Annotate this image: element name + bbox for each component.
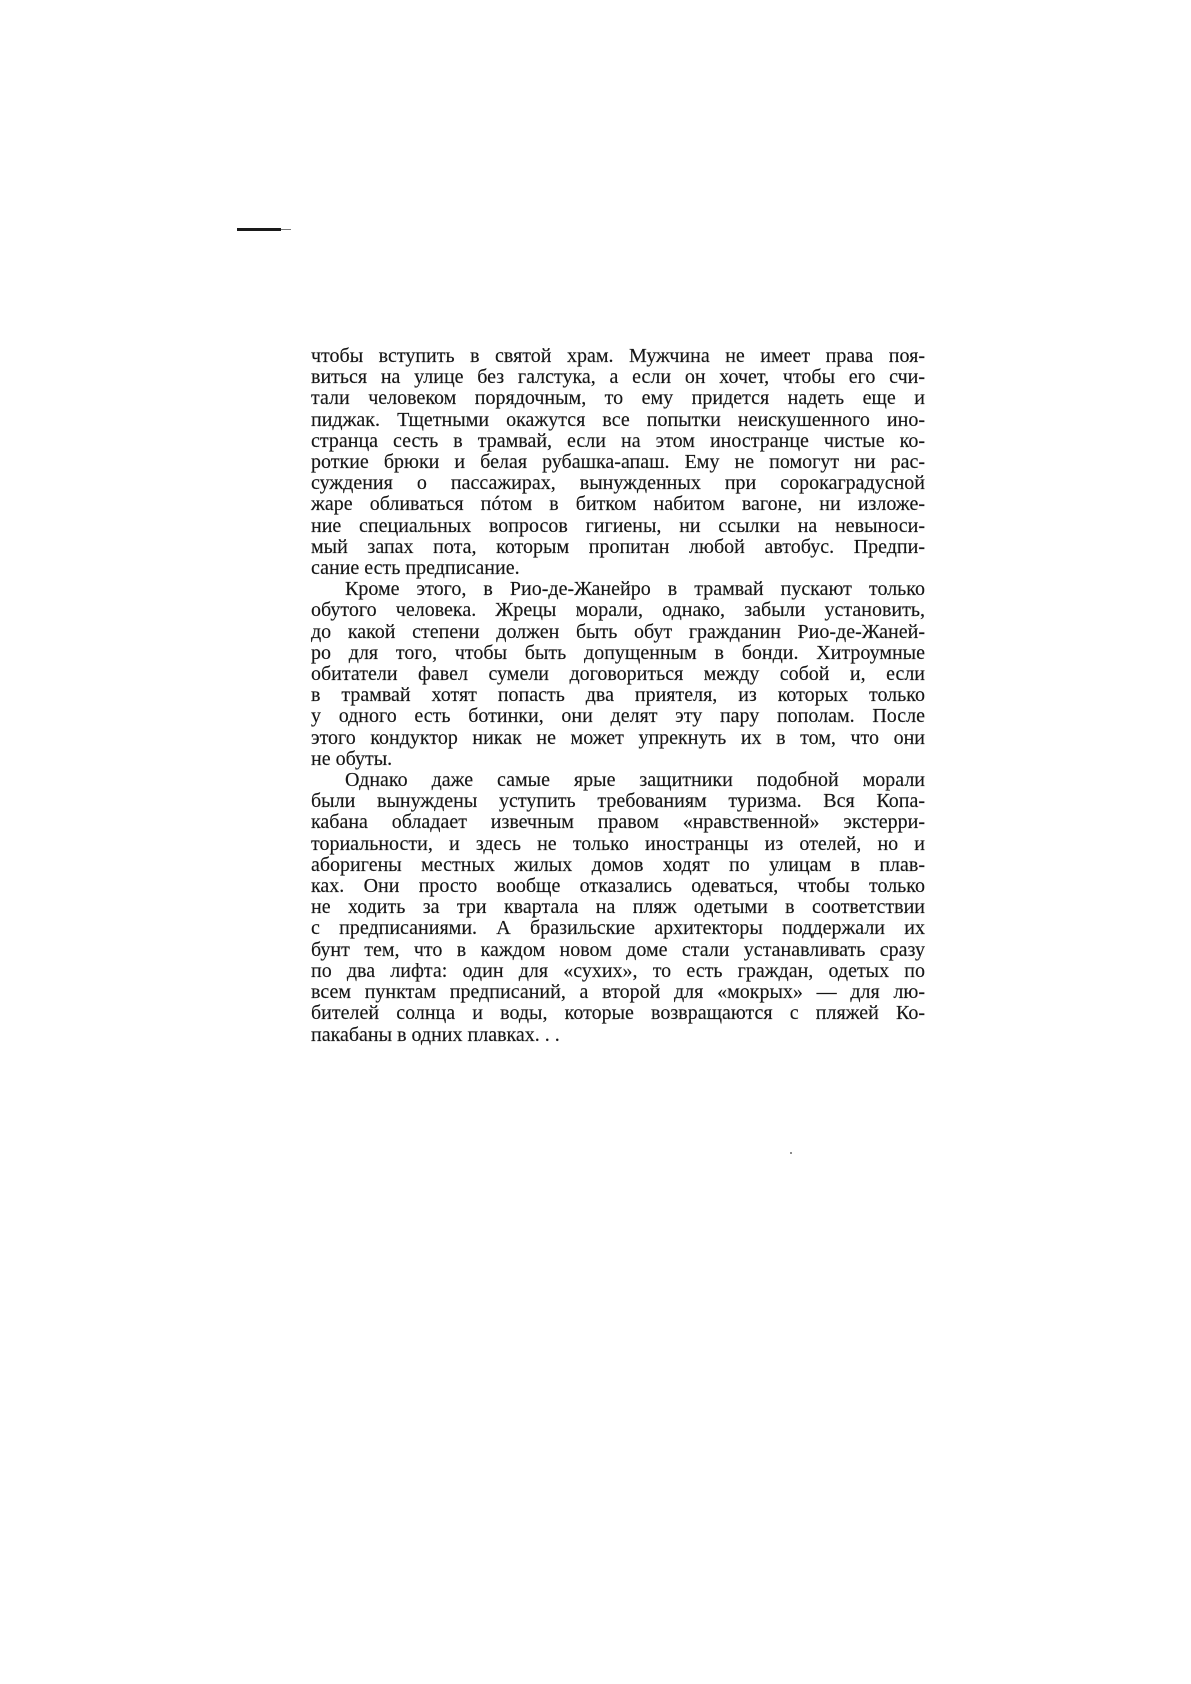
- text-line: всем пунктам предписаний, а второй для «мокрых» — для лю-: [311, 981, 925, 1004]
- text-line: пакабаны в одних плавках. . .: [311, 1023, 560, 1046]
- text-line: пиджак. Тщетными окажутся все попытки неискушенного ино-: [311, 408, 925, 431]
- text-line: с предписаниями. А бразильские архитекторы поддержали их: [311, 917, 925, 940]
- text-line: ториальности, и здесь не только иностранцы из отелей, но и: [311, 832, 925, 855]
- text-line: ние специальных вопросов гигиены, ни ссылки на невыноси-: [311, 514, 925, 537]
- text-line: жаре обливаться пóтом в битком набитом вагоне, ни изложе-: [311, 493, 925, 516]
- text-line: ках. Они просто вообще отказались одеваться, чтобы только: [311, 875, 925, 898]
- text-line: чтобы вступить в святой храм. Мужчина не имеет права поя-: [311, 345, 925, 367]
- text-line: по два лифта: один для «сухих», то есть граждан, одетых по: [311, 959, 925, 982]
- body-text: [311, 346, 925, 1046]
- scan-speck: [790, 1152, 792, 1154]
- text-line: Однако даже самые ярые защитники подобной морали: [345, 769, 925, 792]
- text-line: не ходить за три квартала на пляж одетыми в соответствии: [311, 896, 925, 919]
- text-line: роткие брюки и белая рубашка-апаш. Ему не помогут ни рас-: [311, 451, 925, 474]
- text-line: бителей солнца и воды, которые возвращаются с пляжей Ко-: [311, 1002, 925, 1025]
- text-line: бунт тем, что в каждом новом доме стали устанавливать сразу: [311, 938, 925, 961]
- text-line: ро для того, чтобы быть допущенным в бонди. Хитроумные: [311, 641, 925, 664]
- text-line: сание есть предписание.: [311, 557, 520, 580]
- text-line: в трамвай хотят попасть два приятеля, из которых только: [311, 684, 925, 707]
- text-line: Кроме этого, в Рио-де-Жанейро в трамвай пускают только: [345, 578, 925, 601]
- text-line: кабана обладает извечным правом «нравственной» экстерри-: [311, 811, 925, 834]
- text-line: были вынуждены уступить требованиям туризма. Вся Копа-: [311, 790, 925, 813]
- text-line: тали человеком порядочным, то ему придется надеть еще и: [311, 387, 925, 410]
- margin-mark: [237, 228, 281, 231]
- text-line: до какой степени должен быть обут гражданин Рио-де-Жаней-: [311, 620, 925, 643]
- text-line: не обуты.: [311, 747, 393, 770]
- text-line: у одного есть ботинки, они делят эту пару пополам. После: [311, 705, 925, 728]
- text-line: суждения о пассажирах, вынужденных при сорокаградусной: [311, 472, 925, 495]
- text-line: мый запах пота, которым пропитан любой автобус. Предпи-: [311, 535, 925, 558]
- text-line: виться на улице без галстука, а если он хочет, чтобы его счи-: [311, 366, 925, 389]
- text-line: аборигены местных жилых домов ходят по улицам в плав-: [311, 853, 925, 876]
- text-line: обутого человека. Жрецы морали, однако, забыли установить,: [311, 599, 925, 622]
- text-line: обитатели фавел сумели договориться между собой и, если: [311, 663, 925, 686]
- text-line: этого кондуктор никак не может упрекнуть их в том, что они: [311, 726, 925, 749]
- text-line: странца сесть в трамвай, если на этом иностранце чистые ко-: [311, 429, 925, 452]
